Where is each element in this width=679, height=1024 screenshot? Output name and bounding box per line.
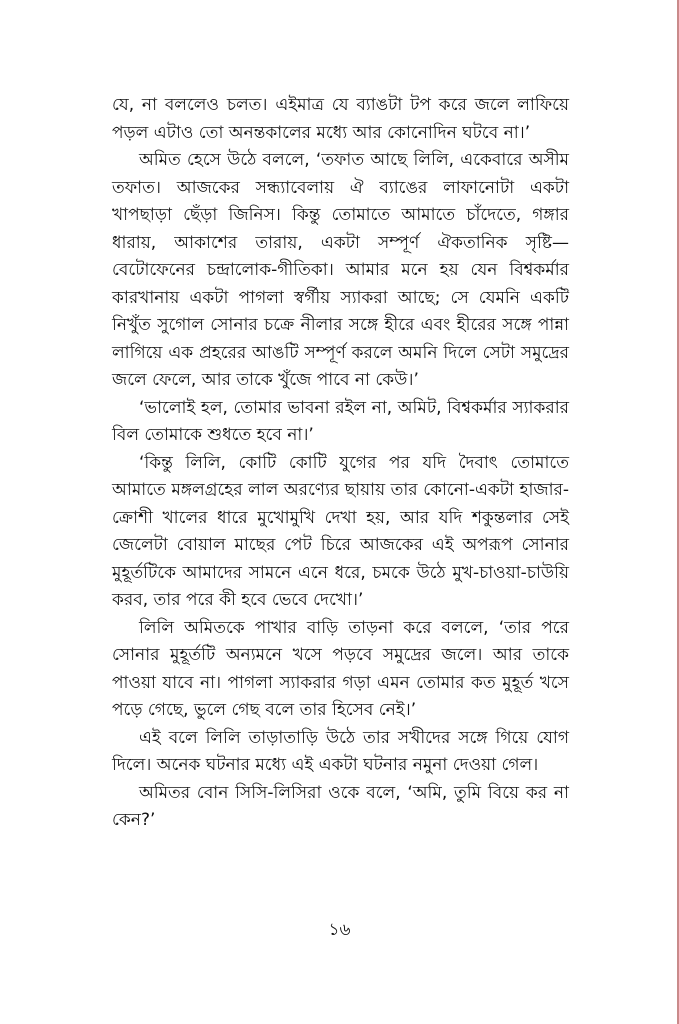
- body-text: [112, 92, 569, 835]
- paragraph: এই বলে লিলি তাড়াতাড়ি উঠে তার সখীদের সঙ্গে গিয়ে যোগ দিলে। অনেক ঘটনার মধ্যে এই একটা ঘটনার নমুনা দেওয়া গেল।: [112, 727, 569, 775]
- page-number: ১৬: [328, 920, 351, 940]
- paragraph: ‘কিন্তু লিলি, কোটি কোটি যুগের পর যদি দৈবাৎ তোমাতে আমাতে মঙ্গলগ্রহের লাল অরণ্যের ছায়ায় তার কোনো-একটা হাজার-ক্রোশী খালের ধারে মুখোমুখি দেখা হয়, আর যদি শকুন্তলার সেই জেলেটা বোয়াল মাছের পেট চিরে আজকের এই অপরূপ সোনার মুহূর্তটিকে আমাদের সামনে এনে ধরে, চমকে উঠে মুখ-চাওয়া-চাউয়ি করব, তার পরে কী হবে ভেবে দেখো।’: [112, 452, 569, 610]
- paragraph: লিলি অমিতকে পাখার বাড়ি তাড়না করে বললে, ‘তার পরে সোনার মুহূর্তটি অন্যমনে খসে পড়বে সমুদ্রের জলে। আর তাকে পাওয়া যাবে না। পাগলা স্যাকরার গড়া এমন তোমার কত মুহূর্ত খসে পড়ে গেছে, ভুলে গেছ বলে তার হিসেব নেই।’: [112, 617, 569, 720]
- paragraph: যে, না বললেও চলত। এইমাত্র যে ব্যাঙটা টপ করে জলে লাফিয়ে পড়ল এটাও তো অনন্তকালের মধ্যে আর কোনোদিন ঘটবে না।’: [112, 95, 569, 143]
- paragraph: অমিতর বোন সিসি-লিসিরা ওকে বলে, ‘অমি, তুমি বিয়ে কর না কেন?’: [112, 782, 569, 830]
- paragraph: ‘ভালোই হল, তোমার ভাবনা রইল না, অমিট, বিশ্বকর্মার স্যাকরার বিল তোমাকে শুধতে হবে না।’: [112, 397, 569, 445]
- paragraph: অমিত হেসে উঠে বললে, ‘তফাত আছে লিলি, একেবারে অসীম তফাত। আজকের সন্ধ্যাবেলায় ঐ ব্যাঙের লাফানোটা একটা খাপছাড়া ছেঁড়া জিনিস। কিন্তু তোমাতে আমাতে চাঁদেতে, গঙ্গার ধারায়, আকাশের তারায়, একটা সম্পূর্ণ ঐকতানিক সৃষ্টি—বেটোফেনের চন্দ্রালোক-গীতিকা। আমার মনে হয় যেন বিশ্বকর্মার কারখানায় একটা পাগলা স্বর্গীয় স্যাকরা আছে; সে যেমনি একটি নিখুঁত সুগোল সোনার চক্রে নীলার সঙ্গে হীরে এবং হীরের সঙ্গে পান্না লাগিয়ে এক প্রহরের আঙটি সম্পূর্ণ করলে অমনি দিলে সেটা সমুদ্রের জলে ফেলে, আর তাকে খুঁজে পাবে না কেউ।’: [112, 150, 569, 390]
